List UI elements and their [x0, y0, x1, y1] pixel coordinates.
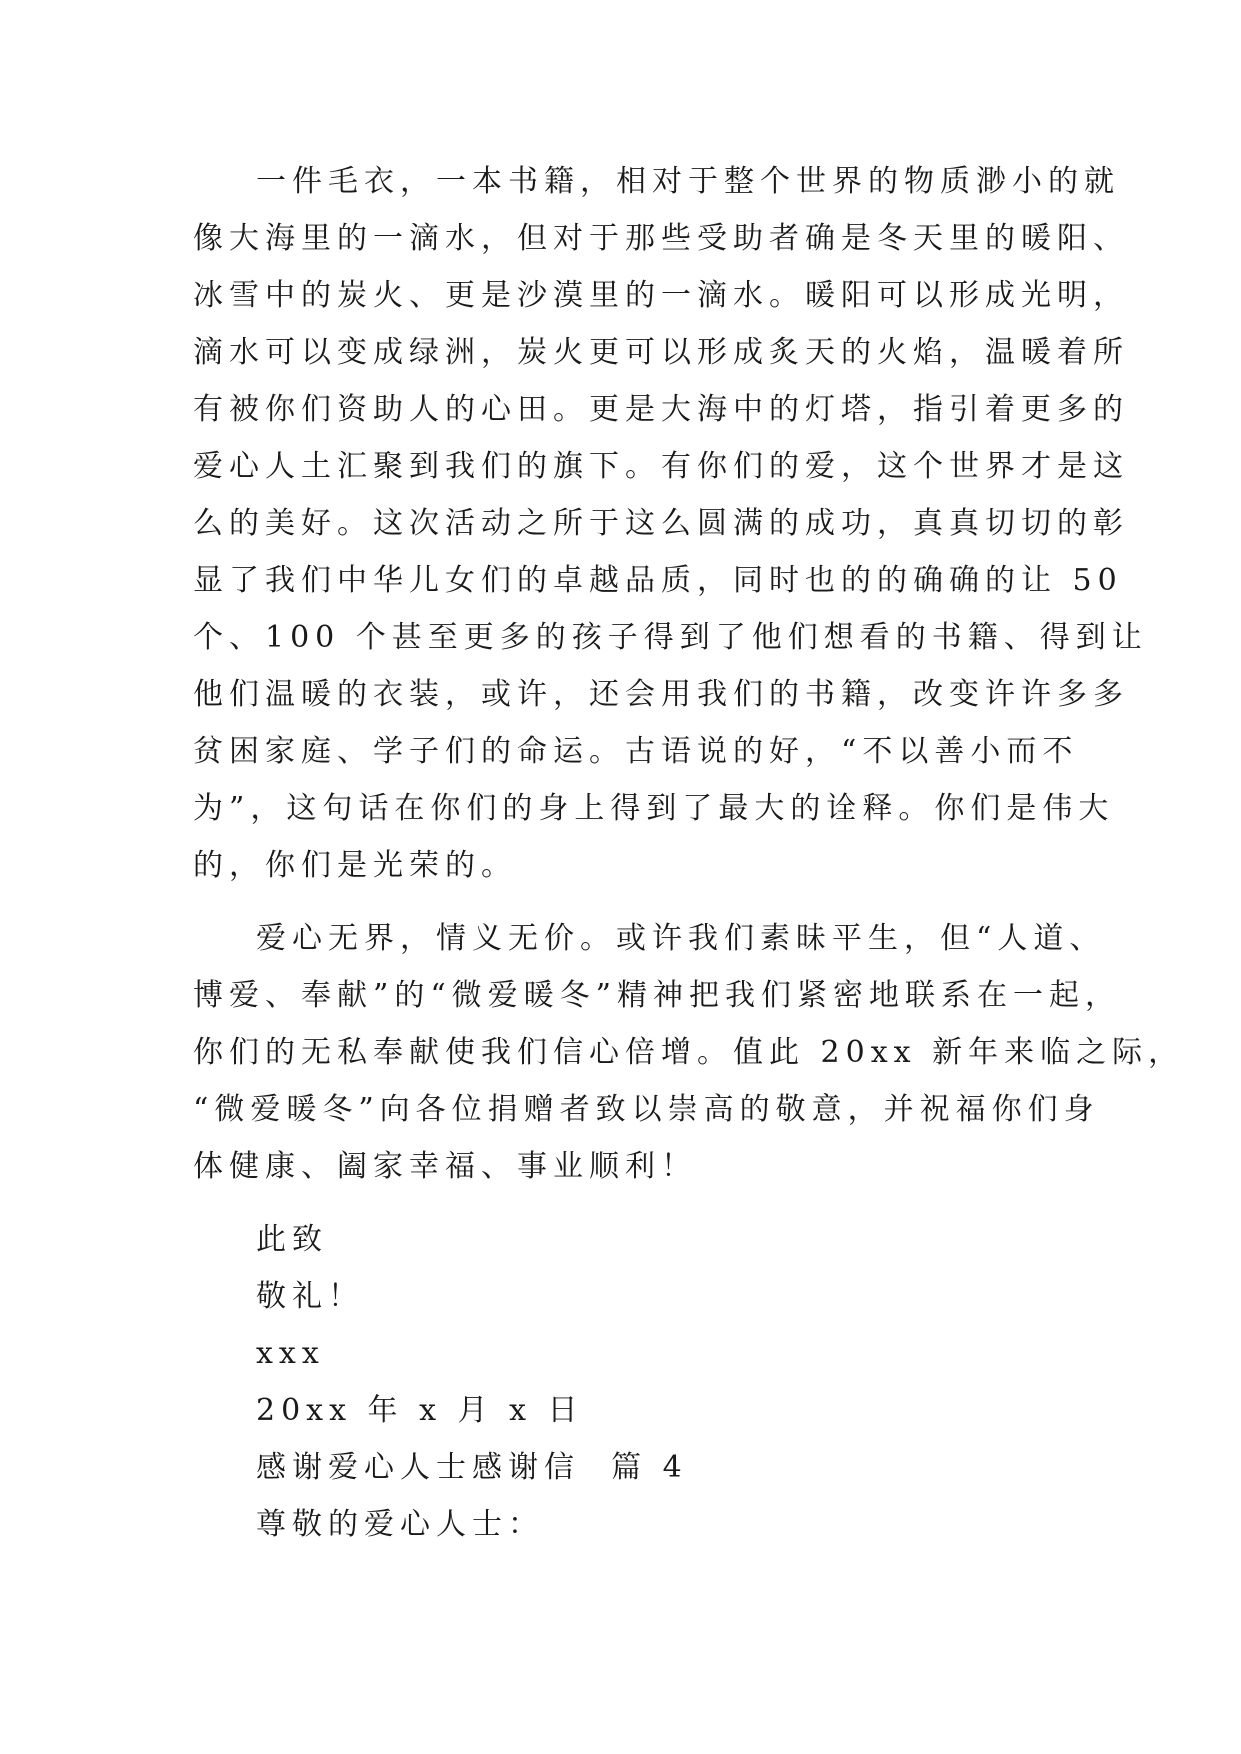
- paragraph-1-line-5: 有被你们资助人的心田。更是大海中的灯塔，指引着更多的: [193, 392, 1129, 427]
- paragraph-1-line-12: 为”，这句话在你们的身上得到了最大的诠释。你们是伟大: [193, 791, 1115, 826]
- paragraph-2-line-3: 你们的无私奉献使我们信心倍增。值此 20xx 新年来临之际，: [193, 1035, 1185, 1070]
- paragraph-1-line-11: 贫困家庭、学子们的命运。古语说的好，“不以善小而不: [193, 734, 1079, 769]
- paragraph-2-line-1: 爱心无界，情义无价。或许我们素昧平生，但“人道、: [256, 921, 1106, 956]
- paragraph-1-line-4: 滴水可以变成绿洲，炭火更可以形成炙天的火焰，温暖着所: [193, 335, 1129, 370]
- closing-salutation-2: 敬礼！: [256, 1279, 364, 1314]
- paragraph-2-line-2: 博爱、奉献”的“微爱暖冬”精神把我们紧密地联系在一起，: [193, 978, 1122, 1013]
- paragraph-1-line-7: 么的美好。这次活动之所于这么圆满的成功，真真切切的彰: [193, 506, 1129, 541]
- paragraph-2-line-5: 体健康、阖家幸福、事业顺利！: [193, 1149, 697, 1184]
- paragraph-1-line-13: 的，你们是光荣的。: [193, 848, 517, 883]
- paragraph-1-line-10: 他们温暖的衣装，或许，还会用我们的书籍，改变许许多多: [193, 677, 1129, 712]
- signature: xxx: [256, 1336, 325, 1371]
- date: 20xx 年 x 月 x 日: [256, 1393, 584, 1428]
- paragraph-1-line-8: 显了我们中华儿女们的卓越品质，同时也的的确确的让 50: [193, 563, 1123, 598]
- closing-salutation-1: 此致: [256, 1222, 328, 1257]
- greeting: 尊敬的爱心人士：: [256, 1507, 544, 1542]
- paragraph-1-line-2: 像大海里的一滴水，但对于那些受助者确是冬天里的暖阳、: [193, 221, 1129, 256]
- section-title: 感谢爱心人士感谢信 篇 4: [256, 1450, 688, 1485]
- paragraph-1-line-1: 一件毛衣，一本书籍，相对于整个世界的物质渺小的就: [256, 164, 1120, 199]
- paragraph-1-line-6: 爱心人土汇聚到我们的旗下。有你们的爱，这个世界才是这: [193, 449, 1129, 484]
- paragraph-1-line-3: 冰雪中的炭火、更是沙漠里的一滴水。暖阳可以形成光明，: [193, 278, 1129, 313]
- paragraph-1-line-9: 个、100 个甚至更多的孩子得到了他们想看的书籍、得到让: [193, 620, 1148, 655]
- paragraph-2-line-4: “微爱暖冬”向各位捐赠者致以崇高的敬意，并祝福你们身: [193, 1092, 1100, 1127]
